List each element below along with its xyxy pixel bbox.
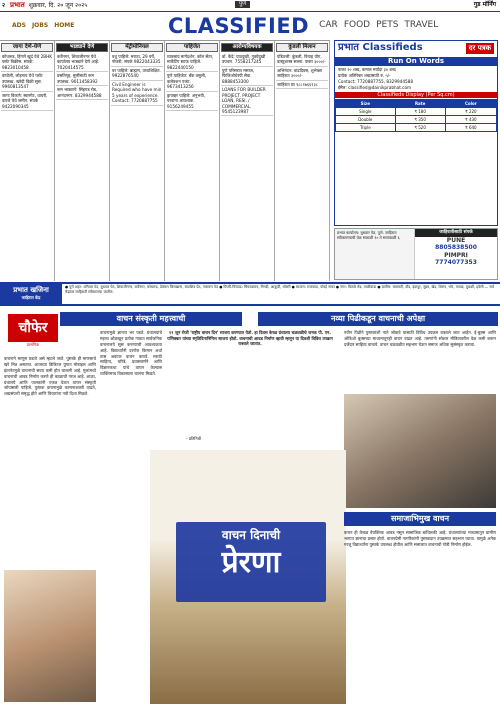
- banner-label: JOBS: [31, 22, 49, 30]
- banner-label: ADS: [12, 22, 26, 30]
- classified-column: [165, 41, 220, 281]
- classified-ad: वर पाहिजे: ब्राह्मण, उच्चशिक्षित. 9922876540: [111, 67, 163, 81]
- table-cell: ₹ 350: [395, 115, 445, 123]
- strip-label: प्रभात खजिना: [13, 286, 49, 294]
- classified-ad: जाहिरात द्या ९८८१७६६१३८: [276, 81, 328, 89]
- food-icon: FOOD: [343, 20, 371, 31]
- table-cell: ₹ 180: [395, 107, 445, 115]
- center-caption-box: [176, 522, 326, 602]
- pets-icon: PETS: [376, 20, 399, 31]
- table-row: [336, 107, 497, 115]
- contacts-header: जाहिरातीसाठी संपर्क: [415, 229, 497, 237]
- table-cell: Double: [336, 115, 396, 123]
- runon-title: Run On Words: [335, 57, 497, 66]
- classified-ad: वसतिगृह, मुलींसाठी रूम उपलब्ध. 9011458392: [56, 72, 108, 86]
- classified-ad: व्यवसाय मार्गदर्शन: कॉल सेंटर, मार्केटिंग स्टाफ पाहिजे. 9822440150: [166, 53, 218, 72]
- table-cell: Single: [336, 107, 396, 115]
- runon-top: [335, 41, 497, 56]
- contact-phone: 8805838500: [435, 244, 477, 252]
- classified-column: [55, 41, 110, 281]
- classified-ad: कोथरूड, हिंगणे खुर्द येथे 2BHK फ्लॅट विक्रीस. संपर्क: 9823010458: [1, 53, 53, 72]
- car-icon: CAR: [319, 20, 338, 31]
- runon-line: Contact: 7720887755, 8329944588: [338, 79, 413, 84]
- byline: - प्रतिनिधी: [186, 436, 202, 441]
- rate-table-header: Color: [445, 99, 496, 107]
- classified-banner: [0, 14, 500, 38]
- classified-column: [0, 41, 55, 281]
- page-number: २: [2, 1, 6, 9]
- display-rate-title: Classifieds Display (Per Sq.cm): [335, 92, 497, 98]
- strip-text: ● पुणे शहर: शनिवार पेठ, बुधवार पेठ, शिवाजीनगर, कर्वेनगर, कोथरूड, डेक्कन जिमखाना, सदाशिव पेठ, नारायण पेठ ● पिंपरी-चिंचवड: चिंचवडगाव, निगडी, आकुर्डी, भोसरी ● सातारा: राजवाडा, पोवई नाका ● नगर: चितळे रोड, माळीवाडा ● ग्रामीण: बारामती, दौंड, इंदापूर, जुन्नर, खेड, शिरूर, भोर, मावळ, मुळशी, हवेली — सर्व केंद्रांवर जाहिराती स्वीकारल्या जातील.: [65, 285, 494, 294]
- lower-right-headline: समाजाभिमुख वाचन: [344, 512, 496, 526]
- category-heading: पाहिजेत: [166, 43, 218, 52]
- category-heading: भाड्याने देणे: [56, 43, 108, 52]
- classified-column: [110, 41, 165, 281]
- students-reading-photo: [344, 394, 496, 508]
- run-on-words-panel: [334, 40, 498, 226]
- children-reading-photo: [4, 570, 96, 702]
- category-heading: आरोग्यविषयक: [221, 43, 273, 52]
- runon-brand: प्रभात Classifieds: [338, 42, 423, 53]
- mid-article-body: वाचनामुळे ज्ञानात भर पडते. ग्रंथालयांचे महत्त्व ओळखून प्रत्येक गावात सार्वजनिक वाचनालये सुरू करण्याची आवश्यकता आहे. विद्यार्थ्यांनी दररोज किमान अर्धा तास अवांतर वाचन करावे. मराठी साहित्य, चरित्रे, प्रवासवर्णने आणि विज्ञानकथा यांचे वाचन केल्यास व्यक्तिमत्त्व विकासाला चालना मिळते.: [100, 330, 162, 377]
- center-caption-line1: वाचन दिनाची: [221, 528, 281, 542]
- contacts-note: प्रभात कार्यालय: बुधवार पेठ, पुणे. जाहिरात स्वीकारण्याची वेळ सकाळी १० ते सायंकाळी ६: [335, 229, 415, 279]
- issue-date: शुक्रवार, दि. २० जून २०२५: [28, 1, 88, 9]
- section-tag: चौफेर: [8, 314, 58, 342]
- table-cell: ₹ 430: [445, 115, 496, 123]
- classified-ad: अभिनंदन: वाढदिवस, शुभेच्छा जाहिरात ३०००/-: [276, 67, 328, 81]
- category-heading: जागा देणे-घेणे: [1, 43, 53, 52]
- section-tag-sub: प्रासंगिक: [26, 342, 40, 347]
- runon-line: प्रत्येक अतिरिक्त शब्दासाठी रु. ५/-: [338, 72, 391, 78]
- table-row: [336, 123, 497, 131]
- classified-ad: पुणे पाहिजेत: बँक वसुली, कलेक्शन एजंट. 9673413256: [166, 72, 218, 91]
- table-row: [336, 115, 497, 123]
- strip-logo: [0, 284, 62, 304]
- banner-label: HOME: [54, 22, 75, 30]
- classified-ad: वधू पाहिजे: मराठा, 29 वर्षे, नोकरी. संपर्क 9822043335: [111, 53, 163, 67]
- rate-table-header: Rate: [395, 99, 445, 107]
- table-cell: ₹ 220: [445, 107, 496, 115]
- classified-ad: रूम भाड्याने: सिंहगड रोड, आनंदनगर. 8329944588: [56, 86, 108, 100]
- classified-ad: कर्वेनगर, शिवाजीनगर येथे कार्यालय भाड्याने देणे आहे. 7020414575: [56, 53, 108, 72]
- rate-card-label: दर पत्रक: [466, 43, 494, 54]
- center-caption-line2: प्रेरणा: [221, 545, 281, 580]
- classified-grid: [0, 40, 330, 280]
- edition-city: पुणे: [235, 1, 250, 8]
- classified-ad: वाघोली, लोहगाव येथे प्लॉट उपलब्ध. खरेदी विक्री सुरू. 9960813547: [1, 72, 53, 91]
- masthead-brand: प्रभात: [10, 0, 25, 10]
- contact-phone: 7774077353: [435, 259, 477, 267]
- contact-city: PIMPRI: [444, 251, 468, 259]
- table-cell: ₹ 640: [445, 123, 496, 131]
- rate-table-header: Size: [336, 99, 396, 107]
- classified-ad: पुणे परिसरात मसाज, फिजिओथेरपी सेवा. 8888453300: [221, 67, 273, 86]
- contacts-box: [334, 228, 498, 280]
- page-header: [0, 0, 500, 12]
- contact-city: PUNE: [446, 236, 466, 244]
- contacts-list: [415, 229, 497, 279]
- runon-line: फक्त २० शब्द, कमाल मर्यादा ३० शब्द: [338, 66, 396, 72]
- banner-left-labels: [0, 22, 168, 30]
- table-cell: ₹ 520: [395, 123, 445, 131]
- left-headline: वाचन संस्कृती महत्त्वाची: [60, 312, 242, 326]
- table-cell: Triple: [336, 123, 396, 131]
- travel-icon: TRAVEL: [404, 20, 439, 31]
- classified-column: [275, 41, 330, 281]
- lower-right-body: वाचन ही केवळ वैयक्तिक आवड नसून सामाजिक बांधिलकी आहे. ग्रंथालयांच्या माध्यमातून ग्रामीण भागात ज्ञानाचा प्रसार होतो. वाचनप्रेमी नागरिकांनी पुस्तकदान उपक्रमात सहभाग घ्यावा. यामुळे अनेक गरजू विद्यार्थ्यांना पुस्तके उपलब्ध होतील आणि समाजात वाचनाची गोडी निर्माण होईल.: [344, 530, 496, 547]
- section-name: गुड मॉर्निंग: [473, 1, 496, 8]
- classified-column: [220, 41, 275, 281]
- classified-title: CLASSIFIED: [168, 13, 310, 38]
- banner-right-labels: [309, 20, 438, 31]
- classified-ad: पंडितजी: कुंडली, विवाह योग, वास्तुशास्त्र सल्ला. फक्त ३०००/-: [276, 53, 328, 67]
- strip-sub: जाहिरात केंद्र: [21, 294, 41, 300]
- classified-ad: डॉ. केंद्रे: पाठदुखी, गुडघेदुखी उपचार. 7558217245: [221, 53, 273, 67]
- runon-line: ईमेल: classified@dainikprabhat.com: [338, 85, 412, 91]
- left-article-body: वाचनाने माणूस घडतो असे म्हटले जाते. पुस्तके ही माणसाचे खरे मित्र असतात. आजच्या डिजिटल युगात मोबाइल आणि इंटरनेटमुळे वाचनाची सवय कमी होत चालली आहे. मुलांमध्ये वाचनाची आवड निर्माण करणे ही काळाची गरज आहे. शाळा, ग्रंथालये आणि पालकांनी एकत्र येऊन वाचन संस्कृती जोपासली पाहिजे. पुस्तक वाचनामुळे कल्पनाशक्ती वाढते, शब्दसंपत्ती समृद्ध होते आणि विचारांना नवी दिशा मिळते.: [4, 356, 96, 397]
- category-heading: मॅट्रीमोनियल: [111, 43, 163, 52]
- classified-ad: जागा विकणे: स्वारगेट, धायरी, वारजे येथे जमीन. संपर्क 9422090345: [1, 92, 53, 111]
- classified-ad: Civil Engineer is Required who have min 5 years of experience. Contact: 7720887755: [111, 81, 163, 106]
- rate-table: [335, 99, 497, 132]
- right-headline: नव्या पिढीकडून वाचनाची अपेक्षा: [258, 312, 498, 326]
- classified-ad: ड्रायव्हर पाहिजे: अनुभवी, परवाना आवश्यक. 9156249455: [166, 92, 218, 111]
- lead-paragraph: १९ जून रोजी 'राष्ट्रीय वाचन दिन' साजरा करण्यात येतो. हा दिवस केरळ ग्रंथालय चळवळीचे जनक पी. एन. पणिक्कर यांच्या स्मृतिदिनानिमित्त साजरा होतो. वाचनाची आवड निर्माण व्हावी म्हणून या दिवशी विविध उपक्रम राबवले जातात.: [167, 330, 333, 347]
- ad-centre-strip: [0, 282, 500, 306]
- classified-ad: LOANS FOR BUILDER PROJECT. PROJECT LOAN, RESI. / COMMERCIAL. 9545123987: [221, 86, 273, 116]
- right-article-body: नवीन पिढीने पुस्तकांशी नाते जोडावे यासाठी विविध उपक्रम राबवले जात आहेत. ई-बुक्स आणि ऑडिओ बुक्सच्या माध्यमातूनही वाचन वाढत आहे. तरुणांनी सोशल मीडियावरील वेळ कमी करून दर्जेदार साहित्य वाचावे. वाचन चळवळीत सहभाग घेऊन समाज अधिक सुसंस्कृत करावा.: [344, 330, 496, 347]
- category-heading: कुंडली मिलान: [276, 43, 328, 52]
